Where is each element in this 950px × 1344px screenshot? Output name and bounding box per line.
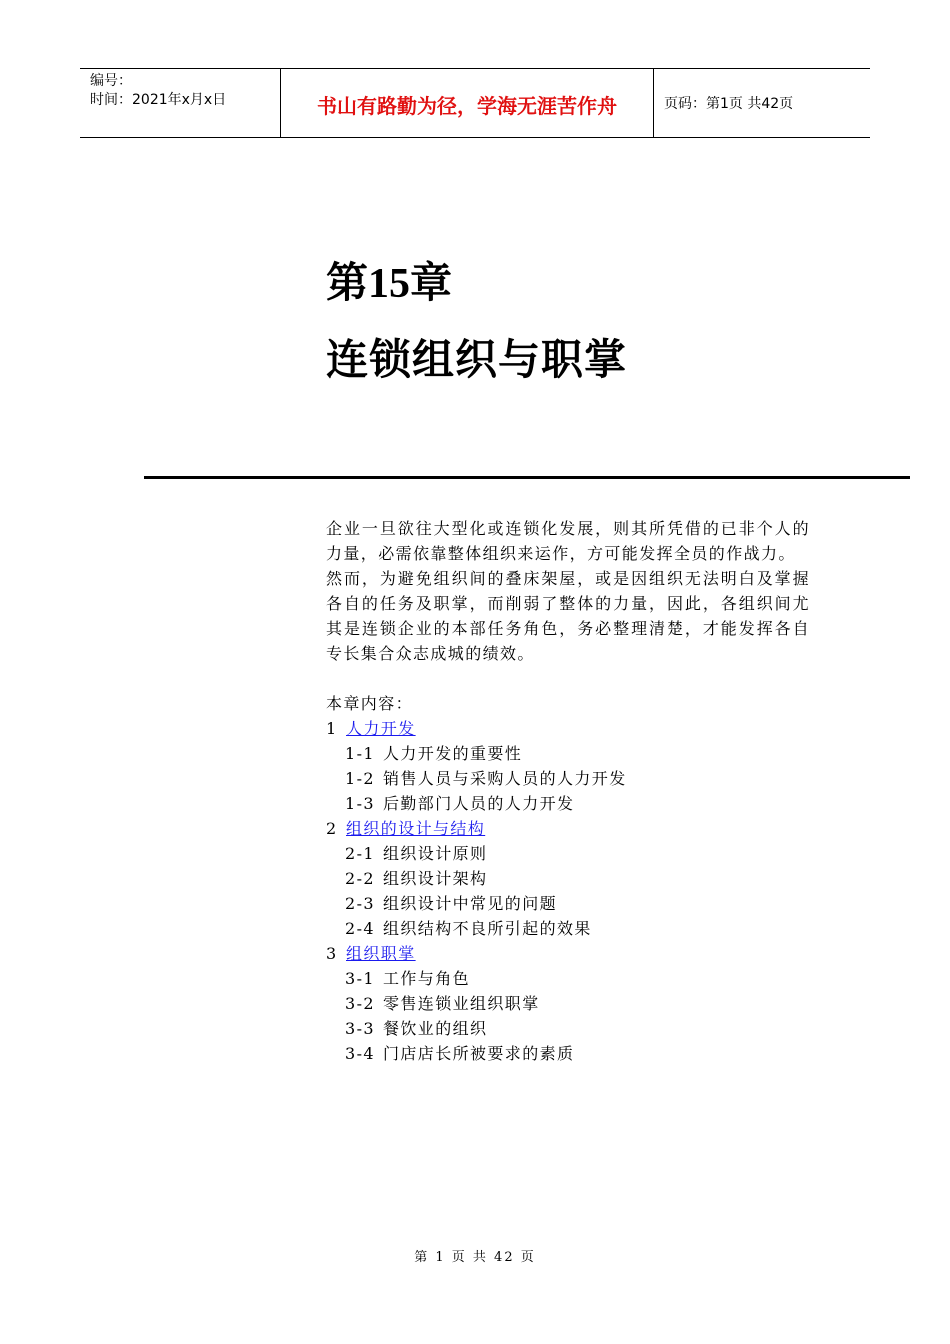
- toc-item: [326, 866, 810, 891]
- toc-item-number: 1-2: [345, 769, 375, 788]
- toc-section: [326, 816, 810, 841]
- toc-item-number: 1-1: [345, 744, 375, 763]
- toc-item: [326, 966, 810, 991]
- toc-item-label: 组织设计中常见的问题: [383, 894, 558, 913]
- toc-item-label: 销售人员与采购人员的人力开发: [383, 769, 627, 788]
- chapter-prefix: 第: [326, 258, 369, 307]
- toc-item-label: 餐饮业的组织: [383, 1019, 488, 1038]
- toc-section-link[interactable]: 组织职掌: [346, 944, 416, 963]
- toc-item-label: 门店店长所被要求的素质: [383, 1044, 575, 1063]
- toc-item-number: 3-1: [345, 969, 375, 988]
- toc-section-number: 3: [326, 944, 338, 963]
- toc-item-number: 3-3: [345, 1019, 375, 1038]
- toc-section-link[interactable]: 组织的设计与结构: [346, 819, 486, 838]
- table-of-contents: [326, 716, 810, 1066]
- toc-section-number: 1: [326, 719, 338, 738]
- toc-item: [326, 1016, 810, 1041]
- toc-item: [326, 991, 810, 1016]
- toc-heading: 本章内容：: [326, 694, 414, 713]
- toc-item-number: 1-3: [345, 794, 375, 813]
- toc-item-number: 3-2: [345, 994, 375, 1013]
- toc-item: [326, 766, 810, 791]
- number-label: 编号：: [90, 73, 132, 89]
- header-page-info: 页码：第1页 共42页: [664, 96, 794, 112]
- toc-item-label: 组织设计原则: [383, 844, 488, 863]
- header-meta-cell: [80, 69, 281, 137]
- toc-item-number: 2-1: [345, 844, 375, 863]
- page-header: [80, 68, 870, 138]
- toc-item-label: 工作与角色: [383, 969, 471, 988]
- toc-section-link[interactable]: 人力开发: [346, 719, 416, 738]
- toc-item: [326, 841, 810, 866]
- chapter-suffix: 章: [410, 258, 453, 307]
- toc-section: [326, 941, 810, 966]
- chapter-title: [326, 252, 627, 391]
- chapter-subject: 连锁组织与职掌: [326, 335, 628, 384]
- time-label: 时间：2021年x月x日: [90, 92, 227, 108]
- toc-item-number: 2-4: [345, 919, 375, 938]
- intro-paragraph-1: 企业一旦欲往大型化或连锁化发展，则其所凭借的已非个人的力量，必需依靠整体组织来运作，方可能发挥全员的作战力。: [326, 519, 810, 563]
- toc-item-label: 人力开发的重要性: [383, 744, 523, 763]
- chapter-number: 15: [368, 261, 411, 307]
- intro-paragraph-2: 然而，为避免组织间的叠床架屋，或是因组织无法明白及掌握各自的任务及职掌，而削弱了整体的力量，因此，各组织间尤其是连锁企业的本部任务角色，务必整理清楚，才能发挥各自专长集合众志成城的绩效。: [326, 569, 810, 663]
- toc-item-number: 2-2: [345, 869, 375, 888]
- title-divider: [144, 476, 910, 479]
- toc-item: [326, 891, 810, 916]
- toc-item-label: 组织结构不良所引起的效果: [383, 919, 592, 938]
- toc-item-number: 3-4: [345, 1044, 375, 1063]
- toc-item-number: 2-3: [345, 894, 375, 913]
- chapter-content: [326, 516, 810, 1066]
- page-footer: 第 1 页 共 42 页: [414, 1250, 536, 1265]
- toc-item: [326, 1041, 810, 1066]
- toc-item: [326, 791, 810, 816]
- header-motto: 书山有路勤为径，学海无涯苦作舟: [281, 69, 654, 137]
- toc-item: [326, 741, 810, 766]
- toc-item-label: 零售连锁业组织职掌: [383, 994, 540, 1013]
- toc-section: [326, 716, 810, 741]
- toc-item: [326, 916, 810, 941]
- toc-section-number: 2: [326, 819, 338, 838]
- chapter-heading: [326, 252, 627, 315]
- toc-item-label: 后勤部门人员的人力开发: [383, 794, 575, 813]
- toc-item-label: 组织设计架构: [383, 869, 488, 888]
